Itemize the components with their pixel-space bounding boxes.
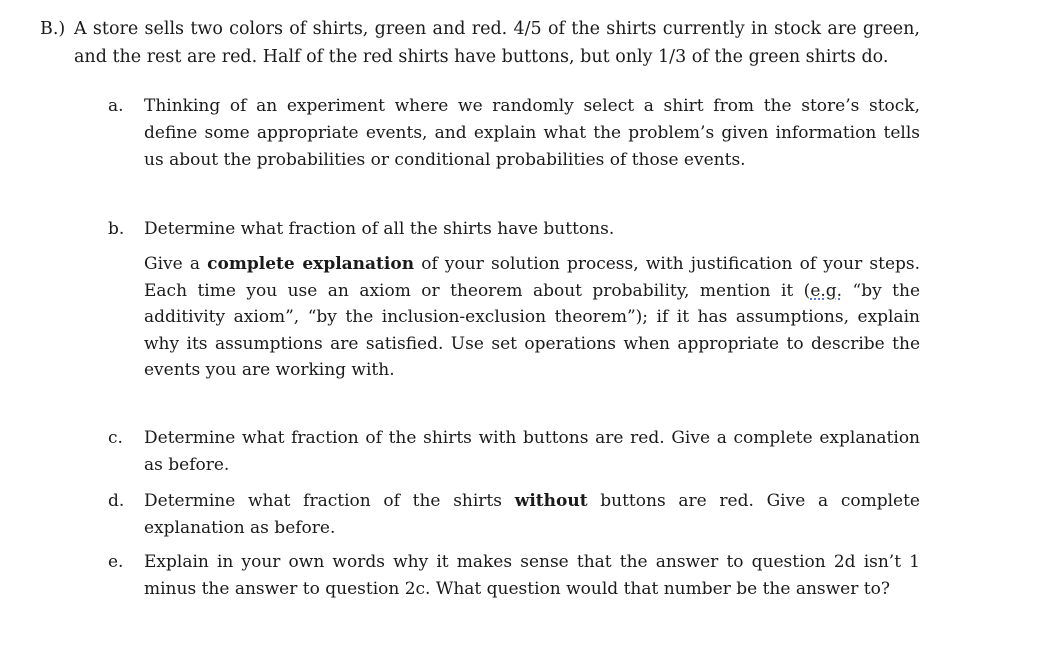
part-b-instructions-pre: Give a [144, 254, 208, 274]
part-b-instructions [144, 251, 920, 384]
part-b-instructions-eg: e.g. [810, 280, 843, 301]
part-d-text-post: buttons are red. Give a complete explanation as before. [144, 491, 920, 538]
part-d-text [144, 488, 920, 542]
part-d-text-bold: without [514, 491, 588, 511]
part-a-letter: a. [108, 96, 124, 116]
part-d [108, 488, 920, 542]
part-d-text-pre: Determine what fraction of the shirts [144, 491, 515, 511]
part-b-letter: b. [108, 219, 125, 239]
part-b-text: Determine what fraction of all the shirts have buttons. [144, 219, 615, 239]
part-c-text: Determine what fraction of the shirts with buttons are red. Give a complete explanation as before. [144, 428, 920, 475]
part-b [108, 216, 920, 384]
problem-statement [40, 15, 920, 71]
part-e-text: Explain in your own words why it makes sense that the answer to question 2d isn’t 1 minus the answer to question 2c. What question would that number be the answer to? [144, 552, 920, 599]
part-b-instructions-bold: complete explanation [207, 254, 415, 274]
problem-intro: A store sells two colors of shirts, green and red. 4/5 of the shirts currently in stock are green, and the rest are red. Half of the red shirts have buttons, but only 1/3 of the green shirts do. [74, 19, 920, 67]
part-e [108, 549, 920, 603]
part-a [108, 93, 920, 174]
part-c-letter: c. [108, 428, 123, 448]
part-b-instructions-post: “by the additivity axiom”, “by the inclusion-exclusion theorem”); if it has assumptions, explain why its assumptions are satisfied. Use set operations when appropriate to describe the events you are working with. [144, 280, 920, 380]
part-a-text: Thinking of an experiment where we randomly select a shirt from the store’s stock, define some appropriate events, and explain what the problem’s given information tells us about the probabilities or conditional probabilities of those events. [144, 96, 920, 170]
part-d-letter: d. [108, 491, 125, 511]
problem-number: B.) [40, 19, 66, 39]
part-b-instructions-mid: of your solution process, with justification of your steps. Each time you use an axiom or theorem about probability, mention it ( [144, 254, 921, 301]
part-c [108, 425, 920, 479]
part-e-letter: e. [108, 552, 124, 572]
